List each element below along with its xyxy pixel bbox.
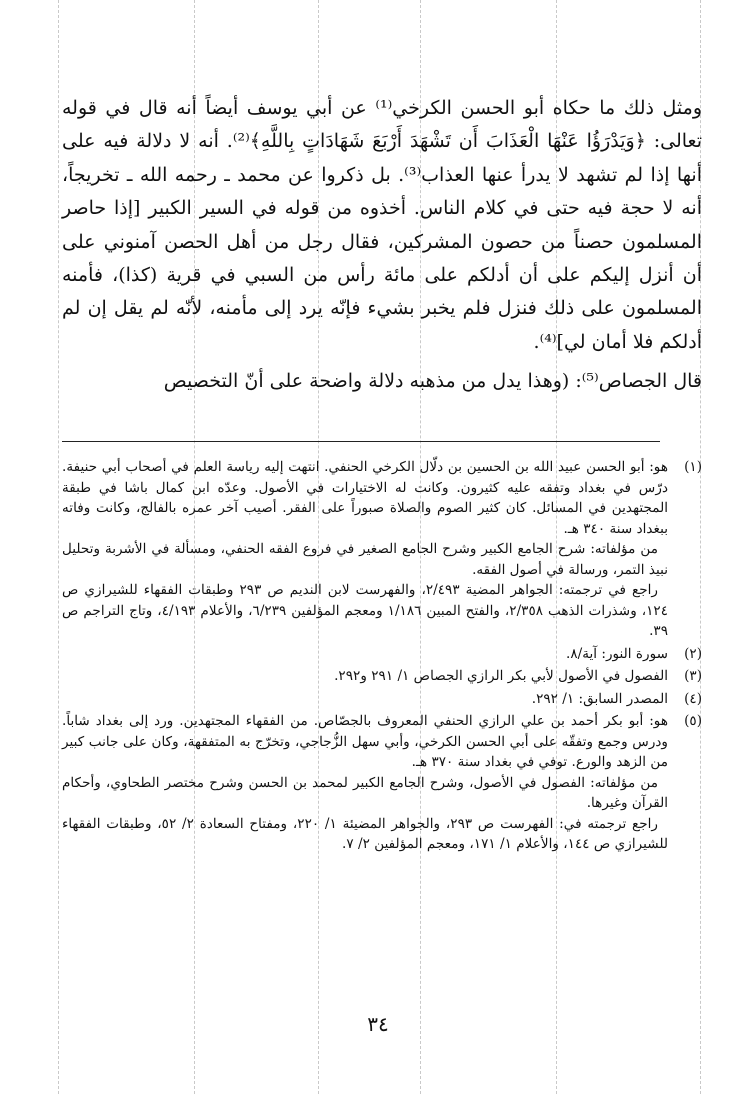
main-text-block [62, 92, 702, 399]
footnote [62, 711, 702, 855]
footnote [62, 644, 702, 665]
footnote-separator [62, 441, 660, 442]
footnote-body [62, 666, 668, 687]
footnote-paragraph: هو: أبو الحسن عبيد الله بن الحسين بن دلّال الكرخي الحنفي. انتهت إليه رياسة العلم في أصحاب أبي حنيفة. درّس في بغداد وتفقه عليه كثيرون. وكانت له الاختيارات في الأصول. وعدّه ابن كمال باشا في طبقة المجتهدين في المسائل. كان كثير الصوم والصلاة صبوراً على الفقر. أصيب آخر عمره بالفالج، وكانت وفاته ببغداد سنة ٣٤٠ هـ. [62, 459, 668, 537]
footnote-number: (٤) [684, 690, 702, 707]
footnote-paragraph: هو: أبو بكر أحمد بن علي الرازي الحنفي المعروف بالجصّاص. من الفقهاء المجتهدين. ورد إلى بغداد شاباً. ودرس وجمع وتفقّه على أبي الحسن الكرخي، وأبي سهل الزُّجاجي، وتخرّج به المتفقهة، وكان على جانب كبير من الزهد والورع. توفي في بغداد سنة ٣٧٠ هـ. [62, 713, 668, 770]
footnote [62, 457, 702, 642]
main-paragraph: قال الجصاص⁽⁵⁾: (وهذا يدل من مذهبه دلالة واضحة على أنّ التخصيص [163, 370, 702, 393]
footnote-number: (٣) [684, 668, 702, 684]
footnote-paragraph: من مؤلفاته: شرح الجامع الكبير وشرح الجامع الصغير في فروع الفقه الحنفي، ومسألة في الأشربة وتحليل نبيذ التمر، ورسالة في أصول الفقه. [62, 541, 668, 578]
scan-guide-line [58, 0, 59, 1094]
footnote-number: (٥) [684, 713, 702, 729]
footnotes [62, 457, 702, 855]
footnote [62, 689, 702, 710]
footnote-paragraph: المصدر السابق: ١/ ٢٩٢. [531, 690, 668, 707]
footnote-paragraph: راجع ترجمته في: الفهرست ص ٢٩٣، والجواهر المضيئة ١/ ٢٢٠، ومفتاح السعادة ٢/ ٥٢، وطبقات الفقهاء للشيرازي ص ١٤٤، والأعلام ١/ ١٧١، ومعجم المؤلفين ٢/ ٧. [62, 815, 668, 852]
main-paragraph: ومثل ذلك ما حكاه أبو الحسن الكرخي⁽¹⁾ عن أبي يوسف أيضاً أنه قال في قوله تعالى: ﴿وَيَدْرَؤُا عَنْهَا الْعَذَابَ أَن تَشْهَدَ أَرْبَعَ شَهَادَاتٍ بِاللَّهِ﴾⁽²⁾. أنه لا دلالة فيه على أنها إذا لم تشهد لا يدرأ عنها العذاب⁽³⁾. بل ذكروا عن محمد ـ رحمه الله ـ تخريجاً، أنه لا حجة فيه حتى في كلام الناس. أخذوه من قوله في السير الكبير [إذا حاصر المسلمون حصناً من حصون المشركين، فقال رجل من أهل الحصن آمنوني على أن أنزل إليكم على أن أدلكم على مائة رأس من السبي في قرية (كذا)، فأمنه المسلمون على ذلك فنزل فلم يخبر بشيء فإنّه يرد إلى مأمنه، لأنّه لم يقل إن لم أدلكم فلا أمان لي]⁽⁴⁾. [62, 97, 703, 353]
footnote-number: (٢) [684, 645, 702, 662]
footnote-paragraph: من مؤلفاته: الفصول في الأصول، وشرح الجامع الكبير لمحمد بن الحسن وشرح مختصر الطحاوي، وأحكام القرآن وغيرها. [62, 774, 668, 811]
footnote-body [62, 644, 668, 665]
footnote-paragraph: سورة النور: آية/٨. [566, 645, 668, 662]
footnote-number: (١) [684, 459, 702, 475]
footnote-body [62, 711, 668, 855]
page-number: ٣٤ [367, 1012, 389, 1036]
footnote-paragraph: الفصول في الأصول لأبي بكر الرازي الجصاص ١/ ٢٩١ و٢٩٢. [334, 668, 668, 684]
footnote-body [62, 689, 668, 710]
footnote-paragraph: راجع في ترجمته: الجواهر المضية ٢/٤٩٣، والفهرست لابن النديم ص ٢٩٣ وطبقات الفقهاء للشيرازي ص ١٢٤، وشذرات الذهب ٢/٣٥٨، والفتح المبين ١/١٨٦ ومعجم المؤلفين ٦/٢٣٩، والأعلام ٤/١٩٣، وتاج التراجم ص ٣٩. [62, 582, 669, 639]
footnote [62, 666, 702, 687]
footnote-body [62, 457, 668, 642]
